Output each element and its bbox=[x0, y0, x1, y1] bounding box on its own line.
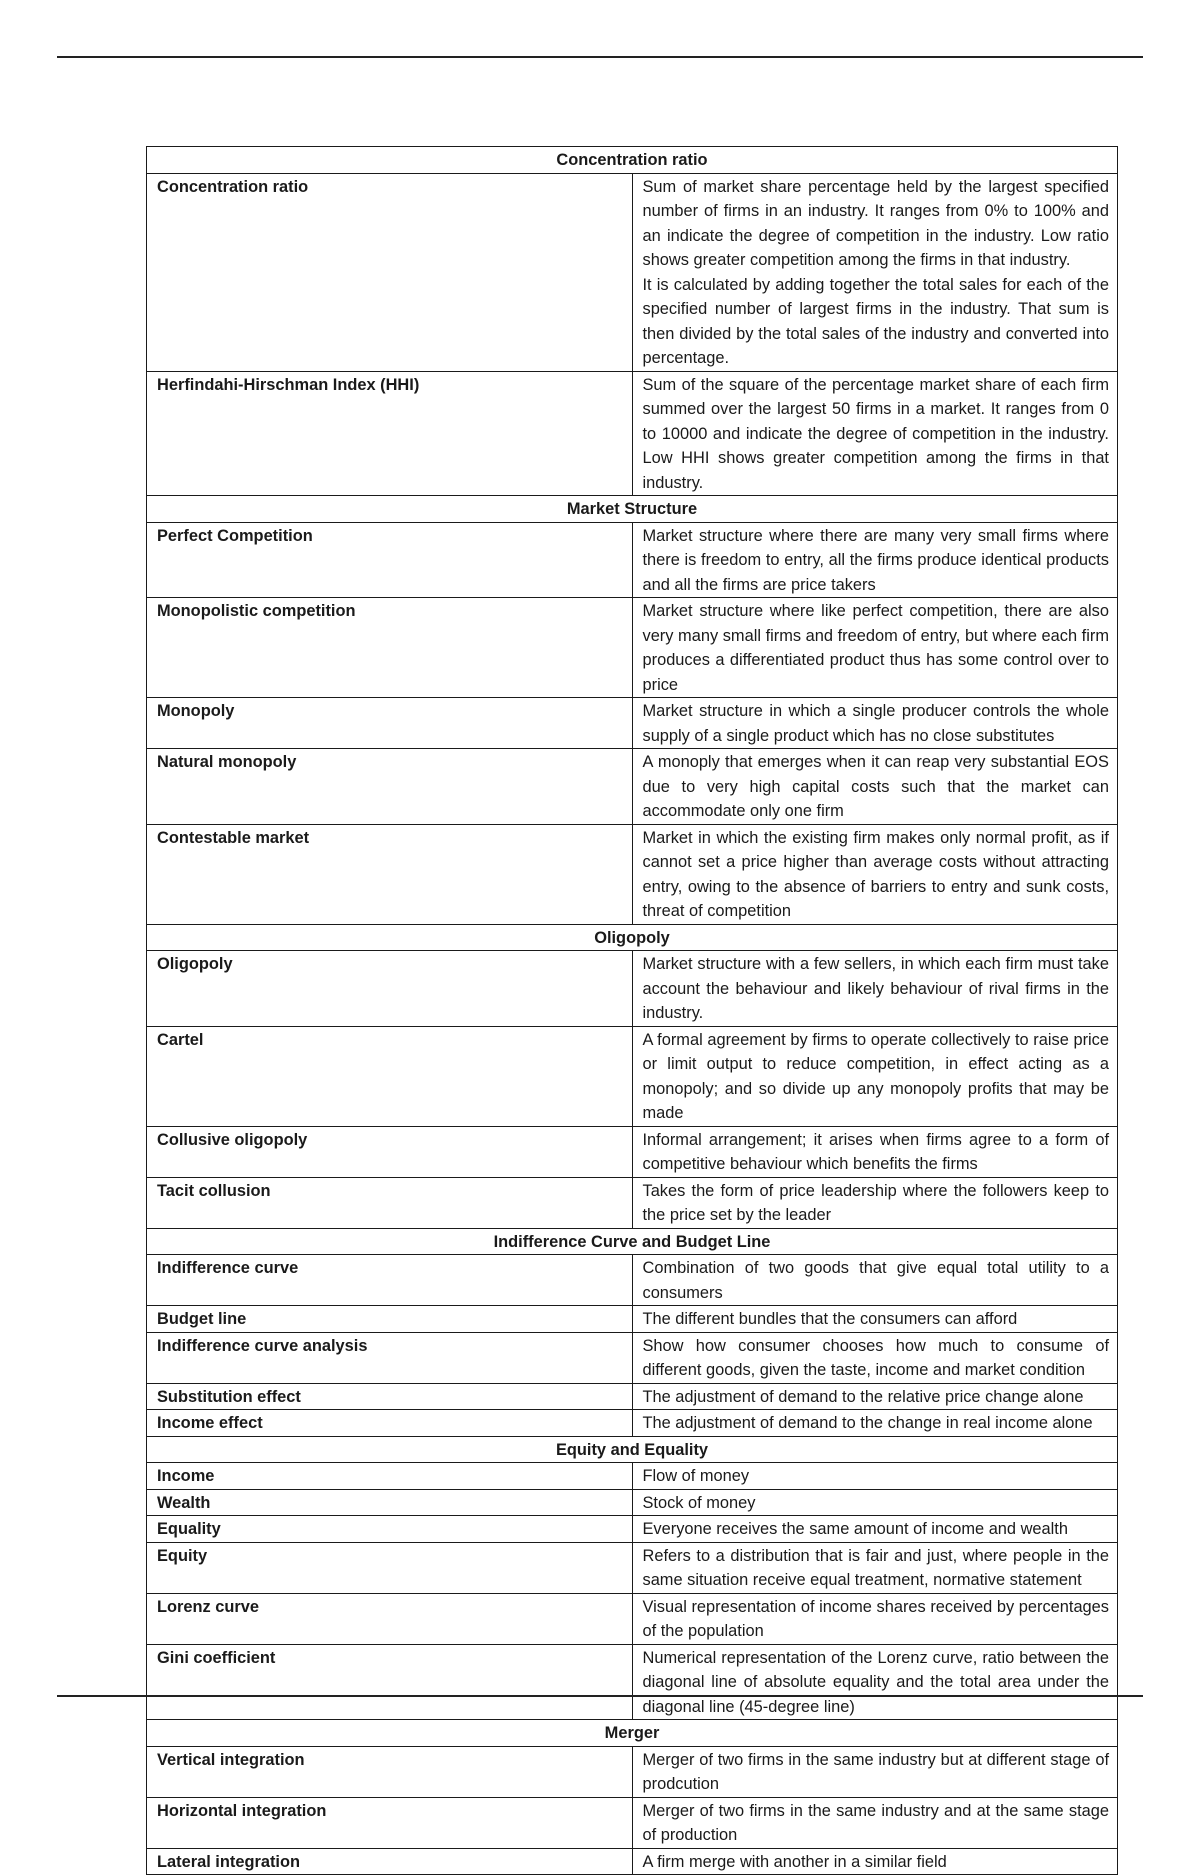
definition-paragraph: Flow of money bbox=[642, 1467, 750, 1485]
definition-paragraph: Visual representation of income shares received by percentages of the population bbox=[642, 1597, 1109, 1640]
glossary-row bbox=[147, 749, 1118, 825]
glossary-definition bbox=[632, 824, 1118, 924]
glossary-term: Contestable market bbox=[147, 824, 633, 924]
glossary-definition bbox=[632, 598, 1118, 698]
definition-paragraph: Market structure in which a single producer controls the whole supply of a single product which has no close substitutes bbox=[642, 702, 1109, 745]
definition-paragraph: Market structure with a few sellers, in which each firm must take account the behaviour and likely behaviour of rival firms in the industry. bbox=[642, 955, 1109, 1022]
glossary-term: Lorenz curve bbox=[147, 1593, 633, 1644]
glossary-definition bbox=[632, 1026, 1118, 1126]
glossary-term: Tacit collusion bbox=[147, 1177, 633, 1228]
section-title: Equity and Equality bbox=[147, 1436, 1118, 1463]
section-title: Concentration ratio bbox=[147, 147, 1118, 174]
glossary-term: Indifference curve bbox=[147, 1255, 633, 1306]
glossary-row bbox=[147, 824, 1118, 924]
glossary-row bbox=[147, 173, 1118, 371]
section-header-row bbox=[147, 924, 1118, 951]
definition-paragraph: Stock of money bbox=[642, 1493, 756, 1512]
glossary-definition bbox=[632, 1644, 1118, 1720]
glossary-body bbox=[147, 147, 1118, 1875]
glossary-term: Horizontal integration bbox=[147, 1797, 633, 1848]
definition-paragraph: A firm merge with another in a similar field bbox=[642, 1852, 947, 1871]
section-title: Oligopoly bbox=[147, 924, 1118, 951]
glossary-definition bbox=[632, 1516, 1118, 1543]
definition-paragraph: Takes the form of price leadership where the followers keep to the price set by the leader bbox=[642, 1181, 1109, 1224]
glossary-table bbox=[146, 146, 1118, 1875]
glossary-definition bbox=[632, 749, 1118, 825]
definition-paragraph: It is calculated by adding together the total sales for each of the specified number of largest firms in the industry. That sum is then divided by the total sales of the industry and converted into percentage. bbox=[642, 275, 1109, 367]
glossary-row bbox=[147, 1848, 1118, 1875]
section-header-row bbox=[147, 1436, 1118, 1463]
definition-paragraph: The adjustment of demand to the relative price change alone bbox=[642, 1387, 1084, 1406]
glossary-term: Wealth bbox=[147, 1489, 633, 1516]
glossary-row bbox=[147, 1593, 1118, 1644]
section-title: Merger bbox=[147, 1720, 1118, 1747]
glossary-definition bbox=[632, 1126, 1118, 1177]
glossary-row bbox=[147, 1026, 1118, 1126]
glossary-definition bbox=[632, 371, 1118, 496]
section-header-row bbox=[147, 496, 1118, 523]
definition-paragraph: A formal agreement by firms to operate collectively to raise price or limit output to reduce competition, in effect acting as a monopoly; and so divide up any monopoly profits that may be made bbox=[642, 1030, 1109, 1122]
glossary-row bbox=[147, 1126, 1118, 1177]
section-title: Market Structure bbox=[147, 496, 1118, 523]
glossary-definition bbox=[632, 1542, 1118, 1593]
section-title: Indifference Curve and Budget Line bbox=[147, 1228, 1118, 1255]
glossary-row bbox=[147, 1516, 1118, 1543]
glossary-row bbox=[147, 1797, 1118, 1848]
glossary-definition bbox=[632, 1848, 1118, 1875]
glossary-term: Herfindahi-Hirschman Index (HHI) bbox=[147, 371, 633, 496]
glossary-definition bbox=[632, 698, 1118, 749]
glossary-definition bbox=[632, 1593, 1118, 1644]
definition-paragraph: Combination of two goods that give equal total utility to a consumers bbox=[642, 1259, 1109, 1302]
glossary-term: Monopolistic competition bbox=[147, 598, 633, 698]
glossary-row bbox=[147, 698, 1118, 749]
section-header-row bbox=[147, 147, 1118, 174]
definition-paragraph: A monoply that emerges when it can reap very substantial EOS due to very high capital costs such that the market can accommodate only one firm bbox=[642, 753, 1109, 820]
definition-paragraph: Refers to a distribution that is fair and just, where people in the same situation receive equal treatment, normative statement bbox=[642, 1546, 1109, 1589]
glossary-term: Equality bbox=[147, 1516, 633, 1543]
definition-paragraph: Everyone receives the same amount of income and wealth bbox=[642, 1520, 1068, 1538]
definition-paragraph: Sum of the square of the percentage market share of each firm summed over the largest 50 firms in a market. It ranges from 0 to 10000 and indicate the degree of competition in the industry. Low HHI shows greater competition among the firms in that industry. bbox=[642, 375, 1109, 492]
glossary-term: Oligopoly bbox=[147, 951, 633, 1027]
definition-paragraph: Informal arrangement; it arises when firms agree to a form of competitive behaviour which benefits the firms bbox=[642, 1130, 1109, 1173]
glossary-term: Indifference curve analysis bbox=[147, 1332, 633, 1383]
glossary-definition bbox=[632, 1332, 1118, 1383]
glossary-term: Lateral integration bbox=[147, 1848, 633, 1875]
footer-rule bbox=[57, 1695, 1143, 1697]
glossary-term: Income effect bbox=[147, 1410, 633, 1437]
glossary-term: Vertical integration bbox=[147, 1746, 633, 1797]
glossary-definition bbox=[632, 1797, 1118, 1848]
glossary-term: Equity bbox=[147, 1542, 633, 1593]
glossary-definition bbox=[632, 173, 1118, 371]
glossary-definition bbox=[632, 1306, 1118, 1333]
glossary-row bbox=[147, 1383, 1118, 1410]
header-rule bbox=[57, 56, 1143, 58]
definition-paragraph: The different bundles that the consumers can afford bbox=[642, 1310, 1018, 1328]
glossary-row bbox=[147, 1332, 1118, 1383]
definition-paragraph: Market in which the existing firm makes only normal profit, as if cannot set a price higher than average costs without attracting entry, owing to the absence of barriers to entry and sunk costs, threat of competition bbox=[642, 828, 1109, 920]
glossary-definition bbox=[632, 522, 1118, 598]
glossary-definition bbox=[632, 1463, 1118, 1490]
glossary-row bbox=[147, 598, 1118, 698]
glossary-definition bbox=[632, 1255, 1118, 1306]
glossary-term: Cartel bbox=[147, 1026, 633, 1126]
glossary-row bbox=[147, 1644, 1118, 1720]
glossary-row bbox=[147, 1746, 1118, 1797]
definition-paragraph: Show how consumer chooses how much to consume of different goods, given the taste, income and market condition bbox=[642, 1336, 1109, 1379]
glossary-definition bbox=[632, 1410, 1118, 1437]
glossary-row bbox=[147, 522, 1118, 598]
definition-paragraph: Market structure where there are many very small firms where there is freedom to entry, all the firms produce identical products and all the firms are price takers bbox=[642, 526, 1109, 594]
glossary-definition bbox=[632, 1746, 1118, 1797]
definition-paragraph: Sum of market share percentage held by the largest specified number of firms in an industry. It ranges from 0% to 100% and an indicate the degree of competition in the industry. Low ratio shows greater competition among the firms in that industry. bbox=[642, 177, 1109, 269]
glossary-term: Substitution effect bbox=[147, 1383, 633, 1410]
glossary-definition bbox=[632, 1489, 1118, 1516]
definition-paragraph: Merger of two firms in the same industry but at different stage of prodcution bbox=[642, 1750, 1109, 1793]
glossary-term: Perfect Competition bbox=[147, 522, 633, 598]
glossary-term: Collusive oligopoly bbox=[147, 1126, 633, 1177]
glossary-row bbox=[147, 1410, 1118, 1437]
glossary-term: Budget line bbox=[147, 1306, 633, 1333]
glossary-term: Concentration ratio bbox=[147, 173, 633, 371]
glossary-term: Income bbox=[147, 1463, 633, 1490]
glossary-row bbox=[147, 1306, 1118, 1333]
definition-paragraph: Merger of two firms in the same industry and at the same stage of production bbox=[642, 1801, 1109, 1844]
section-header-row bbox=[147, 1720, 1118, 1747]
glossary-term: Monopoly bbox=[147, 698, 633, 749]
definition-paragraph: Numerical representation of the Lorenz curve, ratio between the diagonal line of absolute equality and the total area under the diagonal line (45-degree line) bbox=[642, 1648, 1109, 1716]
glossary-definition bbox=[632, 951, 1118, 1027]
glossary-row bbox=[147, 1177, 1118, 1228]
glossary-row bbox=[147, 951, 1118, 1027]
glossary-definition bbox=[632, 1383, 1118, 1410]
glossary-row bbox=[147, 1489, 1118, 1516]
glossary-definition bbox=[632, 1177, 1118, 1228]
glossary-row bbox=[147, 1255, 1118, 1306]
section-header-row bbox=[147, 1228, 1118, 1255]
glossary-row bbox=[147, 1463, 1118, 1490]
glossary-row bbox=[147, 1542, 1118, 1593]
glossary-term: Natural monopoly bbox=[147, 749, 633, 825]
definition-paragraph: Market structure where like perfect competition, there are also very many small firms and freedom of entry, but where each firm produces a differentiated product thus has some control over to price bbox=[642, 602, 1109, 694]
definition-paragraph: The adjustment of demand to the change in real income alone bbox=[642, 1414, 1093, 1432]
glossary-term: Gini coefficient bbox=[147, 1644, 633, 1720]
glossary-row bbox=[147, 371, 1118, 496]
